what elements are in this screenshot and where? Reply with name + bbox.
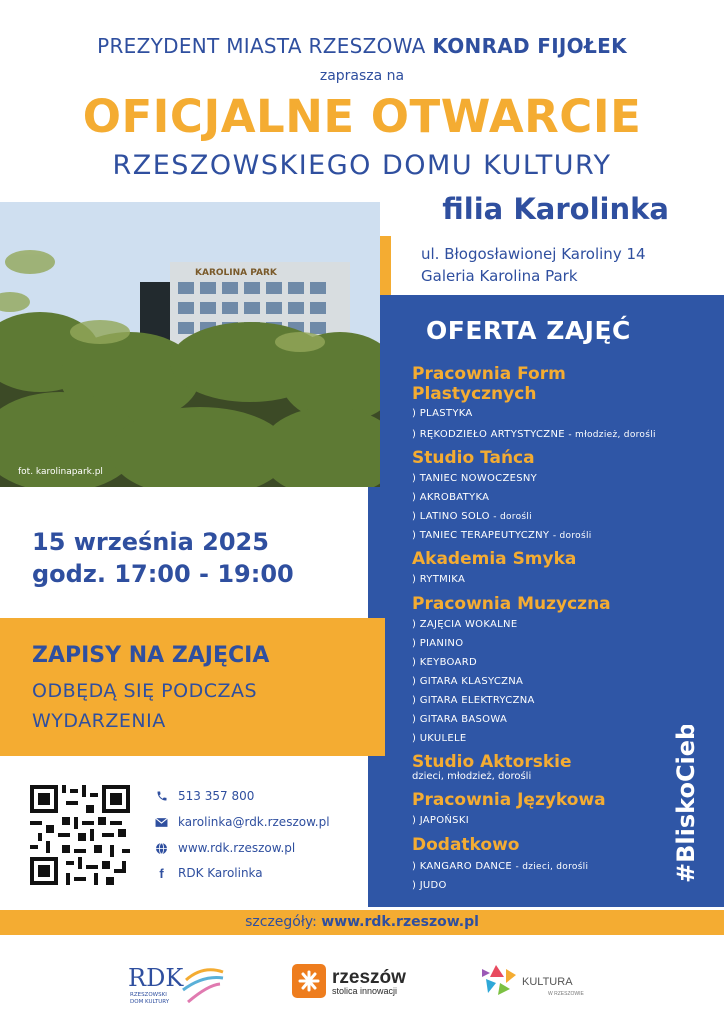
email-address: karolinka@rdk.rzeszow.pl	[178, 815, 330, 829]
footer-url[interactable]: www.rdk.rzeszow.pl	[321, 914, 479, 930]
svg-text:rzeszów: rzeszów	[332, 967, 406, 988]
list-item: ) ZAJĘCIA WOKALNE	[412, 619, 518, 630]
facebook-icon: f	[159, 865, 164, 881]
phone-icon	[155, 790, 168, 803]
list-item: ) KEYBOARD	[412, 657, 477, 668]
building-sign: KAROLINA PARK	[195, 268, 277, 278]
headline: OFICJALNE OTWARCIE	[82, 90, 642, 143]
contact-web[interactable]	[155, 841, 295, 855]
acting-audience: dzieci, młodzież, dorośli	[412, 771, 532, 782]
list-item: ) GITARA BASOWA	[412, 714, 508, 725]
footer-bar	[0, 910, 724, 935]
svg-text:RZESZOWSKI: RZESZOWSKI	[130, 992, 167, 998]
address-place: Galeria Karolina Park	[421, 267, 578, 285]
svg-text:KULTURA: KULTURA	[522, 976, 573, 988]
address-street: ul. Błogosławionej Karoliny 14	[421, 245, 646, 263]
list-item: ) TANIEC NOWOCZESNY	[412, 473, 538, 484]
phone-number: 513 357 800	[178, 789, 255, 803]
svg-text:DOM KULTURY: DOM KULTURY	[130, 999, 170, 1005]
list-item: ) RYTMIKA	[412, 574, 466, 585]
list-item: ) JAPOŃSKI	[412, 815, 469, 826]
mail-icon	[155, 816, 168, 829]
building-illustration	[0, 202, 380, 487]
signup-title: ZAPISY NA ZAJĘCIA	[32, 643, 270, 668]
category-art-workshop: Pracownia Form Plastycznych	[412, 364, 566, 404]
website-url: www.rdk.rzeszow.pl	[178, 841, 296, 855]
signup-text	[32, 676, 257, 736]
footer-label: szczegóły:	[245, 914, 317, 930]
rzeszow-logo	[292, 962, 422, 1002]
category-language-workshop: Pracownia Językowa	[412, 790, 606, 810]
list-item: ) GITARA ELEKTRYCZNA	[412, 695, 535, 706]
building-photo	[0, 202, 380, 487]
category-kids-academy: Akademia Smyka	[412, 549, 577, 569]
organizer-title: PREZYDENT MIASTA RZESZOWA	[97, 34, 426, 58]
facebook-name: RDK Karolinka	[178, 866, 263, 880]
svg-text:stolica innowacji: stolica innowacji	[332, 986, 398, 996]
list-item: ) TANIEC TERAPEUTYCZNY - dorośli	[412, 530, 592, 541]
contact-email[interactable]	[155, 815, 330, 829]
event-time: godz. 17:00 - 19:00	[32, 560, 294, 588]
branch-name: filia Karolinka	[442, 192, 669, 226]
contact-phone[interactable]	[155, 789, 254, 803]
photo-credit: fot. karolinapark.pl	[18, 467, 103, 477]
organizer-name: KONRAD FIJOŁEK	[432, 34, 627, 58]
svg-text:#BliskoCiebie: #BliskoCiebie	[672, 725, 700, 883]
globe-icon	[155, 842, 168, 855]
category-music-workshop: Pracownia Muzyczna	[412, 594, 611, 614]
address	[421, 243, 646, 287]
svg-text:RDK: RDK	[128, 964, 184, 992]
organizer-line	[0, 34, 724, 58]
event-date: 15 września 2025	[32, 528, 269, 556]
rdk-logo	[128, 960, 228, 1010]
list-item: ) LATINO SOLO - dorośli	[412, 511, 532, 522]
list-item: ) JUDO	[412, 880, 447, 891]
invite-text: zaprasza na	[319, 68, 405, 84]
list-item: ) PLASTYKA	[412, 408, 473, 419]
qr-code[interactable]	[30, 785, 130, 885]
category-acting-studio: Studio Aktorskie	[412, 752, 572, 772]
signup-line-2: WYDARZENIA	[32, 710, 166, 732]
category-extra: Dodatkowo	[412, 835, 520, 855]
subheadline: RZESZOWSKIEGO DOMU KULTURY	[112, 150, 612, 181]
contact-facebook[interactable]	[155, 866, 263, 880]
list-item: ) AKROBATYKA	[412, 492, 490, 503]
svg-text:W RZESZOWIE: W RZESZOWIE	[548, 991, 584, 997]
offer-title: OFERTA ZAJĘĆ	[426, 316, 631, 345]
hashtag	[664, 725, 704, 885]
signup-line-1: ODBĘDĄ SIĘ PODCZAS	[32, 680, 258, 702]
kultura-logo	[476, 955, 596, 1005]
list-item: ) GITARA KLASYCZNA	[412, 676, 524, 687]
category-dance-studio: Studio Tańca	[412, 448, 535, 468]
list-item: ) UKULELE	[412, 733, 467, 744]
list-item: ) KANGARO DANCE - dzieci, dorośli	[412, 861, 589, 872]
list-item: ) RĘKODZIEŁO ARTYSTYCZNE - młodzież, dorośli	[412, 429, 656, 440]
list-item: ) PIANINO	[412, 638, 464, 649]
